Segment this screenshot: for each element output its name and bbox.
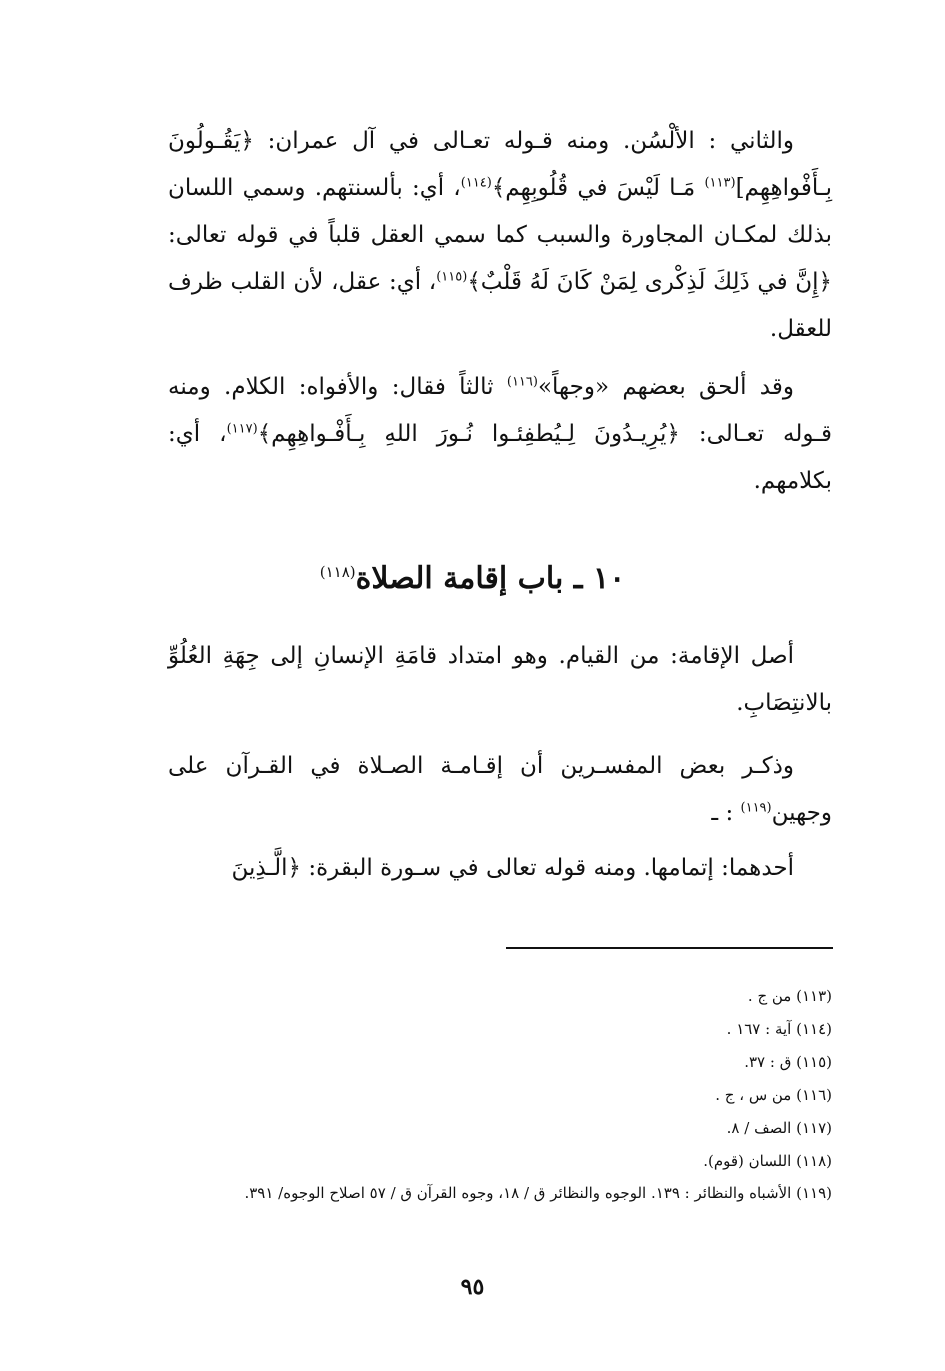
footnote-item: (١١٧) الصف / ٨. (726, 1119, 832, 1137)
footnote-reference[interactable]: (١١٥) (436, 269, 468, 285)
footnotes-list (168, 980, 832, 1208)
paragraph-text (168, 118, 832, 353)
footnote-divider (506, 947, 833, 949)
paragraph-text: أحدهما: إتمامها. ومنه قوله تعالى في سـورة البقرة: ﴿الَّـذِينَ (231, 855, 794, 881)
paragraph-third-meaning (168, 364, 832, 505)
paragraph-text-segment: مَـا لَيْسَ في قُلُوبِهِم﴾ (491, 175, 705, 201)
section-heading-text: ١٠ ـ باب إقامة الصلاة (355, 561, 626, 596)
footnote-item: (١١٩) الأشباه والنظائر : ١٣٩. الوجوه والنظائر ق / ١٨، وجوه القرآن ق / ٥٧ اصلاح الوجوه/ ٣٩١. (244, 1184, 832, 1202)
footnote-reference[interactable]: (١١٤) (460, 175, 492, 191)
paragraph-text (168, 364, 832, 505)
footnote-reference[interactable]: (١١٣) (704, 175, 736, 191)
footnote-reference[interactable]: (١١٩) (740, 800, 772, 816)
footnote-item: (١١٨) اللسان (قوم). (703, 1152, 832, 1170)
paragraph-text-segment: ثالثاً فقال: والأفواه: الكلام. ومنه قـوله تعـالى: ﴿يُرِيـدُونَ لِـيُطفِئـوا نُـورَ اللهِ بِـأَفْـواهِهِم﴾ (168, 374, 832, 447)
footnote-item: (١١٥) ق : ٣٧. (744, 1053, 832, 1071)
footnote-item: (١١٣) من ج . (747, 987, 832, 1005)
paragraph-text (168, 743, 832, 837)
footnote-reference[interactable]: (١١٧) (226, 421, 258, 437)
paragraph-iqama-origin (168, 633, 832, 727)
paragraph-first-meaning (168, 845, 832, 892)
paragraph-text-segment: : ـ (711, 800, 741, 826)
paragraph-text-segment: وقد ألحق بعضهم «وجهاً» (537, 374, 794, 400)
paragraph-text-segment: وذكـر بعض المفسـرين أن إقـامـة الصـلاة في القـرآن على وجهين (168, 753, 832, 826)
footnote-item: (١١٤) آية : ١٦٧ . (726, 1020, 832, 1038)
footnote-reference[interactable]: (١١٨) (319, 563, 356, 581)
paragraph-alsun (168, 118, 832, 353)
paragraph-text: أصل الإقامة: من القيام. وهو امتداد قامَةِ الإنسانِ إلى جِهَةِ العُلُوِّ بالانتِصَابِ. (168, 643, 832, 716)
paragraph-text-segment: والثاني : الألْسُن. ومنه قـوله تعـالى في آل عمران: ﴿يَقُـولُونَ بِـأَفْواهِهِم] (168, 128, 832, 201)
paragraph-two-meanings (168, 743, 832, 837)
footnote-item: (١١٦) من س ، ج . (715, 1086, 832, 1104)
footnote-reference[interactable]: (١١٦) (506, 374, 538, 390)
page-number: ٩٥ (460, 1274, 485, 1300)
paragraph-text-segment: ، أي: بكلامهم. (168, 421, 832, 494)
paragraph-text-segment: ، أي: بألسنتهم. وسمي اللسان بذلك لمكـان المجاورة والسبب كما سمي العقل قلباً في قوله تعالى: ﴿إِنَّ في ذَلِكَ لَذِكْرى لِمَنْ كَانَ لَهُ قَلْبٌ﴾ (168, 175, 832, 295)
paragraph-text-segment: ، أي: عقل، لأن القلب ظرف للعقل. (168, 269, 832, 342)
section-heading (0, 552, 945, 606)
